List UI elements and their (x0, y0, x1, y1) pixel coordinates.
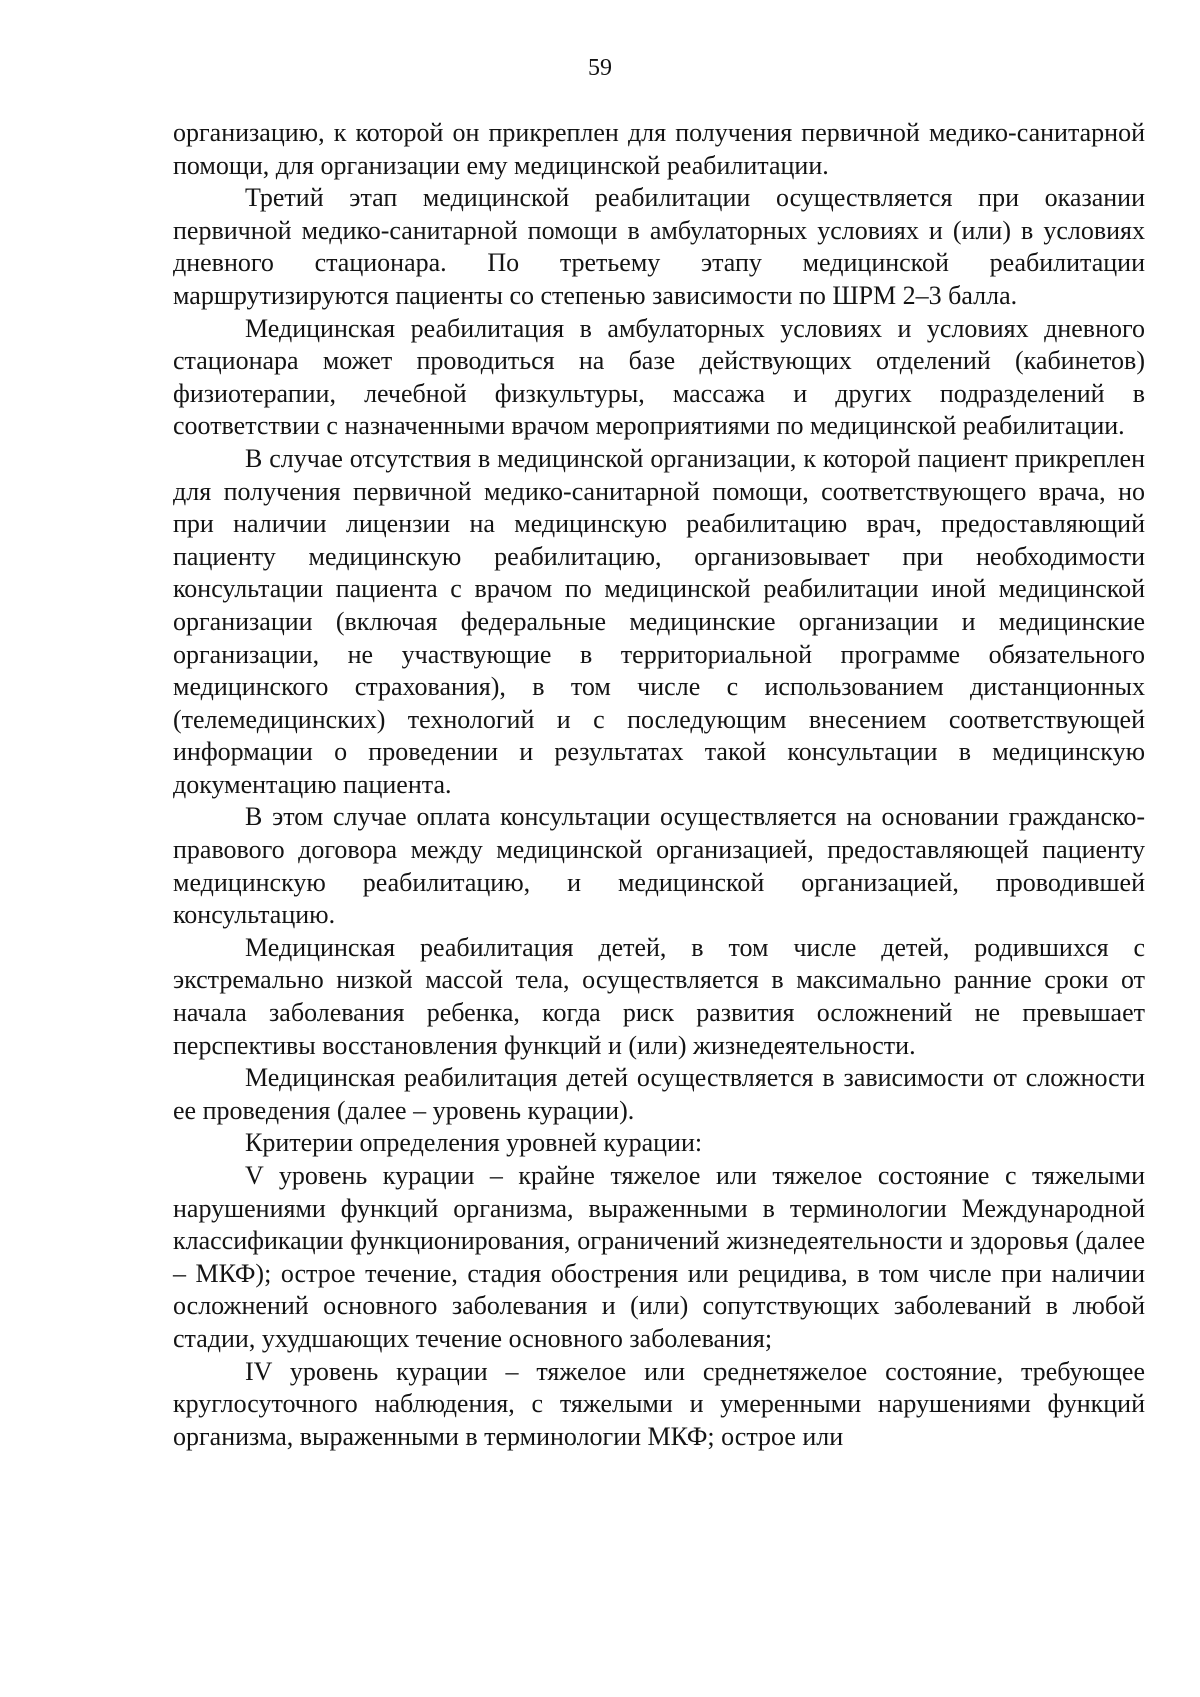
paragraph: V уровень курации – крайне тяжелое или тяжелое состояние с тяжелыми нарушениями функций организма, выраженными в терминологии Международной классификации функционирования, ограничений жизнедеятельности и здоровья (далее – МКФ); острое течение, стадия обострения или рецидива, в том числе при наличии осложнений основного заболевания и (или) сопутствующих заболеваний в любой стадии, ухудшающих течение основного заболевания; (173, 1161, 1145, 1353)
paragraph: Критерии определения уровней курации: (245, 1128, 703, 1158)
paragraph: организацию, к которой он прикреплен для получения первичной медико-санитарной помощи, для организации ему медицинской реабилитации. (173, 118, 1145, 180)
paragraph: IV уровень курации – тяжелое или среднетяжелое состояние, требующее круглосуточного наблюдения, с тяжелыми и умеренными нарушениями функций организма, выраженными в терминологии МКФ; острое или (173, 1356, 1145, 1451)
paragraph: В случае отсутствия в медицинской организации, к которой пациент прикреплен для получения первичной медико-санитарной помощи, соответствующего врача, но при наличии лицензии на медицинскую реабилитацию врач, предоставляющий пациенту медицинскую реабилитацию, организовывает при необходимости консультации пациента с врачом по медицинской реабилитации иной медицинской организации (включая федеральные медицинские организации и медицинские организации, не участвующие в территориальной программе обязательного медицинского страхования), в том числе с использованием дистанционных (телемедицинских) технологий и с последующим внесением соответствующей информации о проведении и результатах такой консультации в медицинскую документацию пациента. (173, 443, 1145, 799)
paragraph: В этом случае оплата консультации осуществляется на основании гражданско-правового договора между медицинской организацией, предоставляющей пациенту медицинскую реабилитацию, и медицинской организацией, проводившей консультацию. (173, 802, 1145, 930)
paragraph: Медицинская реабилитация в амбулаторных условиях и условиях дневного стационара может проводиться на базе действующих отделений (кабинетов) физиотерапии, лечебной физкультуры, массажа и других подразделений в соответствии с назначенными врачом мероприятиями по медицинской реабилитации. (173, 313, 1145, 441)
paragraph: Третий этап медицинской реабилитации осуществляется при оказании первичной медико-санитарной помощи в амбулаторных условиях и (или) в условиях дневного стационара. По третьему этапу медицинской реабилитации маршрутизируются пациенты со степенью зависимости по ШРМ 2–3 балла. (173, 183, 1145, 310)
document-body (173, 117, 1145, 1453)
page-number: 59 (588, 55, 612, 81)
paragraph: Медицинская реабилитация детей, в том числе детей, родившихся с экстремально низкой массой тела, осуществляется в максимально ранние сроки от начала заболевания ребенка, когда риск развития осложнений не превышает перспективы восстановления функций и (или) жизнедеятельности. (173, 932, 1145, 1060)
paragraph: Медицинская реабилитация детей осуществляется в зависимости от сложности ее проведения (далее – уровень курации). (173, 1063, 1145, 1125)
